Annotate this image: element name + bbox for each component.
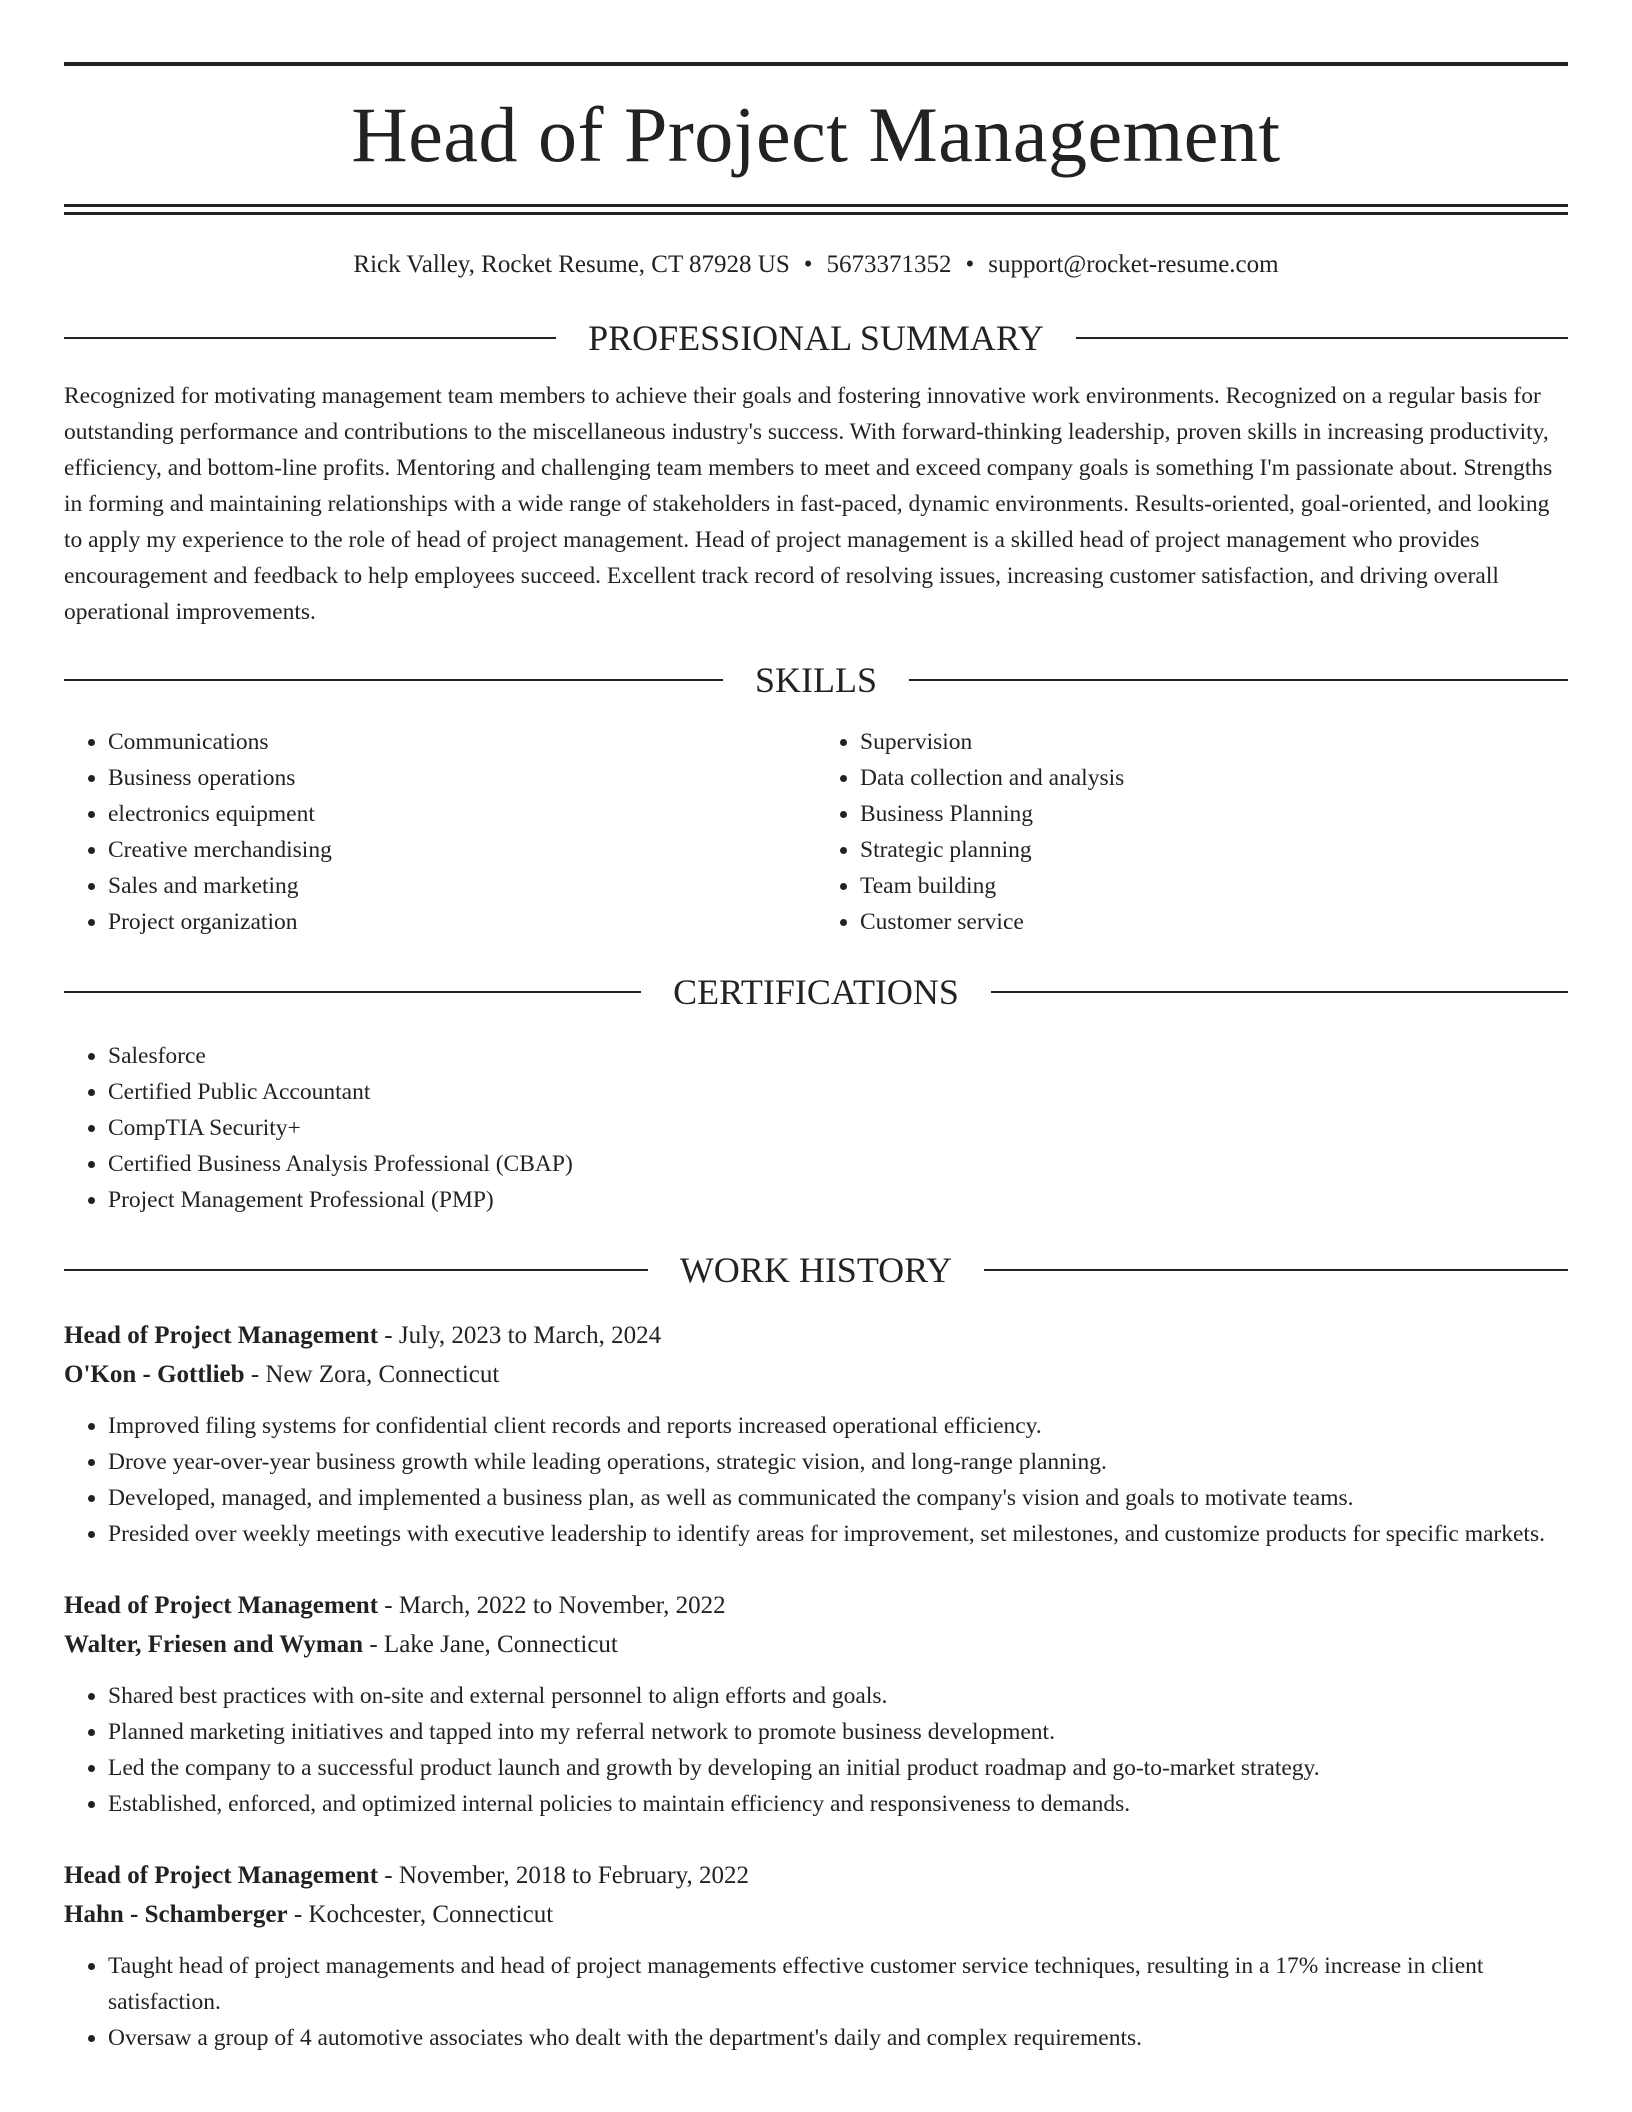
contact-address: Rick Valley, Rocket Resume, CT 87928 US bbox=[353, 251, 790, 278]
job-company-line bbox=[64, 1895, 1568, 1934]
job-company-line bbox=[64, 1625, 1568, 1664]
section-heading-summary bbox=[64, 320, 1568, 356]
job-bullet: • Drove year-over-year business growth while leading operations, strategic vision, and long-range planning. bbox=[108, 1444, 1568, 1480]
top-rule bbox=[64, 62, 1568, 66]
contact-separator: • bbox=[803, 251, 813, 278]
section-title: PROFESSIONAL SUMMARY bbox=[588, 318, 1044, 358]
job-title: Head of Project Management bbox=[64, 1862, 379, 1889]
job-title: Head of Project Management bbox=[64, 1592, 379, 1619]
title-double-rule bbox=[64, 204, 1568, 215]
job-location: - Lake Jane, Connecticut bbox=[363, 1631, 618, 1658]
job-dates: - July, 2023 to March, 2024 bbox=[378, 1322, 662, 1349]
skill-item: • Supervision bbox=[860, 724, 1568, 760]
job-bullets bbox=[64, 1948, 1568, 2056]
contact-separator: • bbox=[965, 251, 975, 278]
section-title: WORK HISTORY bbox=[679, 1250, 953, 1290]
skill-item: • electronics equipment bbox=[108, 796, 816, 832]
job-bullet: • Led the company to a successful product launch and growth by developing an initial product roadmap and go-to-market strategy. bbox=[108, 1750, 1568, 1786]
heading-rule-right bbox=[909, 679, 1568, 681]
skill-item: • Business operations bbox=[108, 760, 816, 796]
job-company: Hahn - Schamberger bbox=[64, 1901, 288, 1928]
skill-item: • Creative merchandising bbox=[108, 832, 816, 868]
skill-item: • Data collection and analysis bbox=[860, 760, 1568, 796]
job-bullets bbox=[64, 1678, 1568, 1822]
job-company: Walter, Friesen and Wyman bbox=[64, 1631, 364, 1658]
certification-item: • Salesforce bbox=[108, 1038, 1568, 1074]
job-dates: - November, 2018 to February, 2022 bbox=[378, 1862, 749, 1889]
job-bullet: • Oversaw a group of 4 automotive associates who dealt with the department's daily and complex requirements. bbox=[108, 2020, 1568, 2056]
heading-rule-right bbox=[1076, 337, 1568, 339]
section-heading-skills bbox=[64, 662, 1568, 698]
job-bullet: • Planned marketing initiatives and tapped into my referral network to promote business development. bbox=[108, 1714, 1568, 1750]
job-bullet: • Shared best practices with on-site and external personnel to align efforts and goals. bbox=[108, 1678, 1568, 1714]
skill-item: • Sales and marketing bbox=[108, 868, 816, 904]
job-location: - Kochcester, Connecticut bbox=[287, 1901, 554, 1928]
job-bullet: • Established, enforced, and optimized internal policies to maintain efficiency and responsiveness to demands. bbox=[108, 1786, 1568, 1822]
skills-list bbox=[64, 724, 1568, 940]
certification-item: • CompTIA Security+ bbox=[108, 1110, 1568, 1146]
job-bullet: • Presided over weekly meetings with executive leadership to identify areas for improvement, set milestones, and customize products for specific markets. bbox=[108, 1516, 1568, 1552]
job-title-line bbox=[64, 1316, 1568, 1355]
job-bullet: • Taught head of project managements and head of project managements effective customer service techniques, resulting in a 17% increase in client satisfaction. bbox=[108, 1948, 1568, 2020]
section-heading-work-history bbox=[64, 1252, 1568, 1288]
section-title: SKILLS bbox=[755, 660, 878, 700]
job-entry bbox=[64, 1586, 1568, 1822]
heading-rule-left bbox=[64, 679, 723, 681]
skills-column-left bbox=[64, 724, 816, 940]
job-company-line bbox=[64, 1355, 1568, 1394]
section-heading-certifications bbox=[64, 974, 1568, 1010]
skill-item: • Strategic planning bbox=[860, 832, 1568, 868]
certification-item: • Certified Public Accountant bbox=[108, 1074, 1568, 1110]
heading-rule-right bbox=[984, 1269, 1568, 1271]
skill-item: • Business Planning bbox=[860, 796, 1568, 832]
job-title-line bbox=[64, 1586, 1568, 1625]
job-title-line bbox=[64, 1856, 1568, 1895]
skill-item: • Communications bbox=[108, 724, 816, 760]
heading-rule-left bbox=[64, 991, 641, 993]
job-entry bbox=[64, 1316, 1568, 1552]
certification-item: • Project Management Professional (PMP) bbox=[108, 1182, 1568, 1218]
skills-column-right bbox=[816, 724, 1568, 940]
heading-rule-left bbox=[64, 337, 556, 339]
skill-item: • Project organization bbox=[108, 904, 816, 940]
job-bullets bbox=[64, 1408, 1568, 1552]
certifications-list bbox=[64, 1038, 1568, 1218]
job-bullet: • Developed, managed, and implemented a business plan, as well as communicated the company's vision and goals to motivate teams. bbox=[108, 1480, 1568, 1516]
job-entry bbox=[64, 1856, 1568, 2056]
job-dates: - March, 2022 to November, 2022 bbox=[378, 1592, 726, 1619]
heading-rule-right bbox=[991, 991, 1568, 993]
certification-item: • Certified Business Analysis Professional (CBAP) bbox=[108, 1146, 1568, 1182]
section-title: CERTIFICATIONS bbox=[673, 972, 959, 1012]
job-bullet: • Improved filing systems for confidential client records and reports increased operational efficiency. bbox=[108, 1408, 1568, 1444]
job-location: - New Zora, Connecticut bbox=[244, 1361, 500, 1388]
contact-info bbox=[64, 252, 1568, 277]
summary-text: Recognized for motivating management team members to achieve their goals and fostering innovative work environments. Recognized on a regular basis for outstanding performance and contributions to the miscellaneous industry's success. With forward-thinking leadership, proven skills in increasing productivity, efficiency, and bottom-line profits. Mentoring and challenging team members to meet and exceed company goals is something I'm passionate about. Strengths in forming and maintaining relationships with a wide range of stakeholders in fast-paced, dynamic environments. Results-oriented, goal-oriented, and looking to apply my experience to the role of head of project management. Head of project management is a skilled head of project management who provides encouragement and feedback to help employees succeed. Excellent track record of resolving issues, increasing customer satisfaction, and driving overall operational improvements. bbox=[64, 383, 1553, 625]
skill-item: • Team building bbox=[860, 868, 1568, 904]
contact-phone: 5673371352 bbox=[826, 251, 952, 278]
resume-title: Head of Project Management bbox=[351, 91, 1281, 178]
skill-item: • Customer service bbox=[860, 904, 1568, 940]
job-company: O'Kon - Gottlieb bbox=[64, 1361, 245, 1388]
heading-rule-left bbox=[64, 1269, 648, 1271]
job-title: Head of Project Management bbox=[64, 1322, 379, 1349]
contact-email: support@rocket-resume.com bbox=[988, 251, 1279, 278]
